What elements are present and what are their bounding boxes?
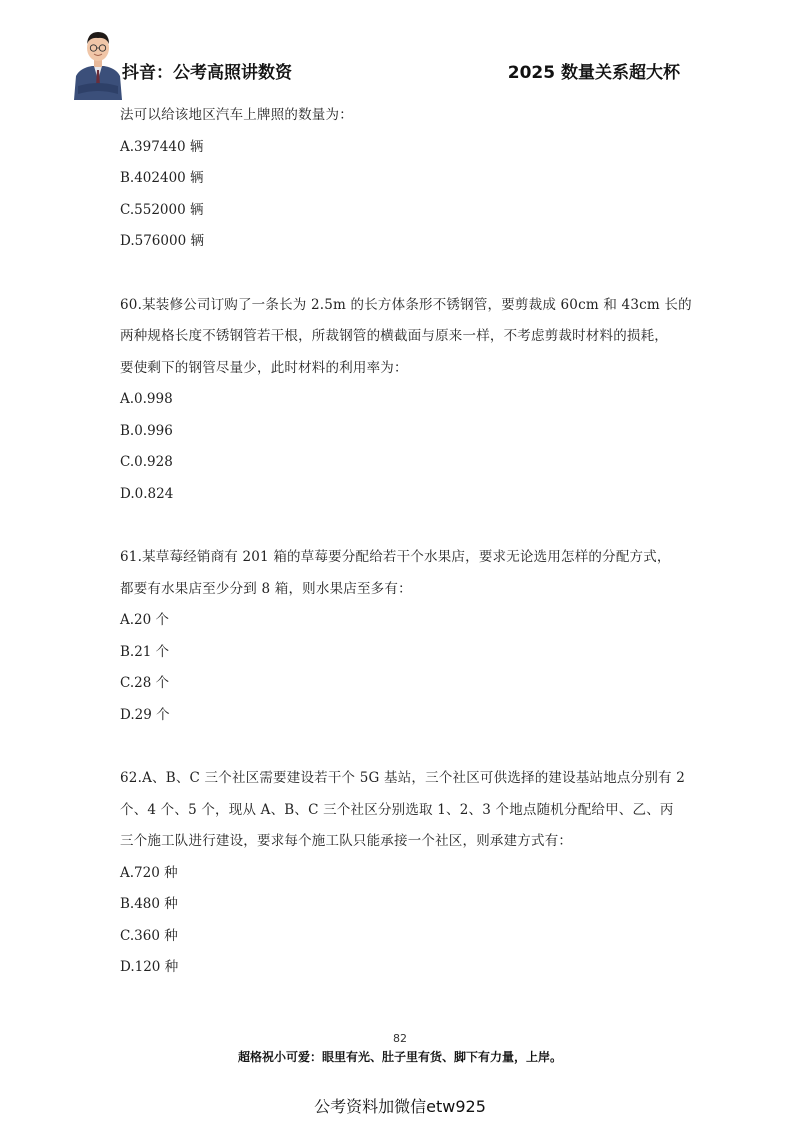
- question-stem-line: 都要有水果店至少分到 8 箱，则水果店至多有：: [120, 580, 412, 597]
- option-d: D.576000 辆: [120, 233, 204, 249]
- question-stem-line: 要使剩下的钢管尽量少，此时材料的利用率为：: [120, 359, 408, 376]
- question-stem-line: 个、4 个、5 个，现从 A、B、C 三个社区分别选取 1、2、3 个地点随机分配给甲、乙、丙: [120, 801, 674, 818]
- option-c: C.552000 辆: [120, 201, 204, 218]
- question-content: [120, 100, 692, 984]
- question-59: [120, 100, 685, 258]
- question-61: [120, 542, 685, 731]
- footer-slogan: 超格祝小可爱：眼里有光、肚子里有货、脚下有力量，上岸。: [237, 1050, 562, 1064]
- option-a: A.20 个: [120, 612, 170, 628]
- option-d: D.0.824: [120, 485, 174, 502]
- option-b: B.21 个: [120, 643, 170, 660]
- option-a: A.397440 辆: [120, 138, 204, 155]
- option-d: D.120 种: [120, 959, 179, 975]
- option-a: A.0.998: [120, 391, 173, 407]
- question-stem-line: 62.A、B、C 三个社区需要建设若干个 5G 基站，三个社区可供选择的建设基站地点分别有 2: [120, 770, 685, 786]
- page-number: 82: [393, 1032, 407, 1045]
- option-c: C.0.928: [120, 454, 173, 470]
- question-stem-line: 60.某装修公司订购了一条长为 2.5m 的长方体条形不锈钢管，要剪裁成 60cm 和 43cm 长的: [120, 296, 692, 313]
- option-d: D.29 个: [120, 706, 170, 723]
- header-right-title: 2025 数量关系超大杯: [507, 63, 680, 83]
- option-c: C.360 种: [120, 927, 178, 944]
- question-60: [120, 290, 692, 511]
- question-stem-line: 三个施工队进行建设，要求每个施工队只能承接一个社区，则承建方式有：: [120, 833, 573, 849]
- option-b: B.0.996: [120, 422, 173, 439]
- question-62: [120, 763, 685, 984]
- option-b: B.402400 辆: [120, 170, 204, 186]
- question-stem-line: 61.某草莓经销商有 201 箱的草莓要分配给若干个水果店，要求无论选用怎样的分配方式，: [120, 549, 671, 565]
- option-c: C.28 个: [120, 675, 170, 691]
- watermark-text: 公考资料加微信etw925: [314, 1097, 486, 1116]
- question-stem-line: 法可以给该地区汽车上牌照的数量为：: [120, 107, 353, 123]
- header-left-title: 抖音：公考高照讲数资: [122, 63, 292, 83]
- option-a: A.720 种: [120, 864, 178, 881]
- question-stem-line: 两种规格长度不锈钢管若干根，所裁钢管的横截面与原来一样，不考虑剪裁时材料的损耗，: [120, 328, 668, 344]
- author-avatar: [70, 24, 126, 100]
- option-b: B.480 种: [120, 896, 178, 912]
